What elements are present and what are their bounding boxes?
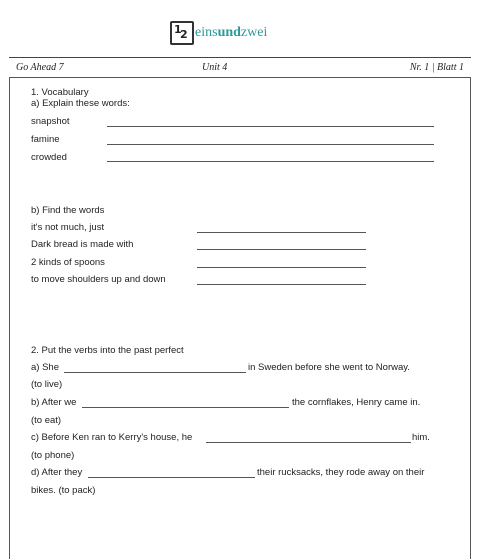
header-divider [9, 57, 471, 58]
definition: to move shoulders up and down [31, 274, 166, 285]
sentence-b-start: b) After we [31, 397, 77, 408]
sentence-d-end: their rucksacks, they rode away on their [257, 467, 425, 478]
vocab-word: crowded [31, 152, 67, 163]
answer-line[interactable] [88, 477, 255, 478]
sentence-c-end: him. [412, 432, 430, 443]
logo-text: einsundzwei [195, 25, 268, 40]
logo [170, 19, 267, 47]
unit-label: Unit 4 [202, 62, 228, 73]
answer-line[interactable] [197, 249, 366, 250]
sentence-b-end: the cornflakes, Henry came in. [292, 397, 421, 408]
answer-line[interactable] [206, 442, 411, 443]
answer-line[interactable] [107, 126, 434, 127]
definition: Dark bread is made with [31, 239, 134, 250]
sentence-a-end: in Sweden before she went to Norway. [248, 362, 410, 373]
vocab-word: famine [31, 134, 60, 145]
sentence-d-continuation: bikes. (to pack) [31, 485, 96, 496]
definition: it's not much, just [31, 222, 105, 233]
logo-icon: 1 2 [170, 21, 194, 45]
part-a-instruction: a) Explain these words: [31, 98, 130, 109]
sheet-number: Nr. 1 | Blatt 1 [409, 62, 464, 73]
section-1-title: 1. Vocabulary [31, 87, 89, 98]
sentence-a-start: a) She [31, 362, 59, 373]
sentence-d-start: d) After they [31, 467, 83, 478]
vocab-word: snapshot [31, 116, 70, 127]
answer-line[interactable] [107, 144, 434, 145]
answer-line[interactable] [197, 232, 366, 233]
book-title: Go Ahead 7 [16, 62, 64, 73]
answer-line[interactable] [197, 284, 366, 285]
answer-line[interactable] [107, 161, 434, 162]
verb-hint: (to phone) [31, 450, 75, 461]
sentence-c-start: c) Before Ken ran to Kerry's house, he [31, 432, 193, 443]
section-2-title: 2. Put the verbs into the past perfect [31, 345, 184, 356]
definition: 2 kinds of spoons [31, 257, 105, 268]
answer-line[interactable] [82, 407, 289, 408]
verb-hint: (to live) [31, 379, 63, 390]
verb-hint: (to eat) [31, 415, 62, 426]
answer-line[interactable] [197, 267, 366, 268]
answer-line[interactable] [64, 372, 246, 373]
part-b-instruction: b) Find the words [31, 205, 105, 216]
